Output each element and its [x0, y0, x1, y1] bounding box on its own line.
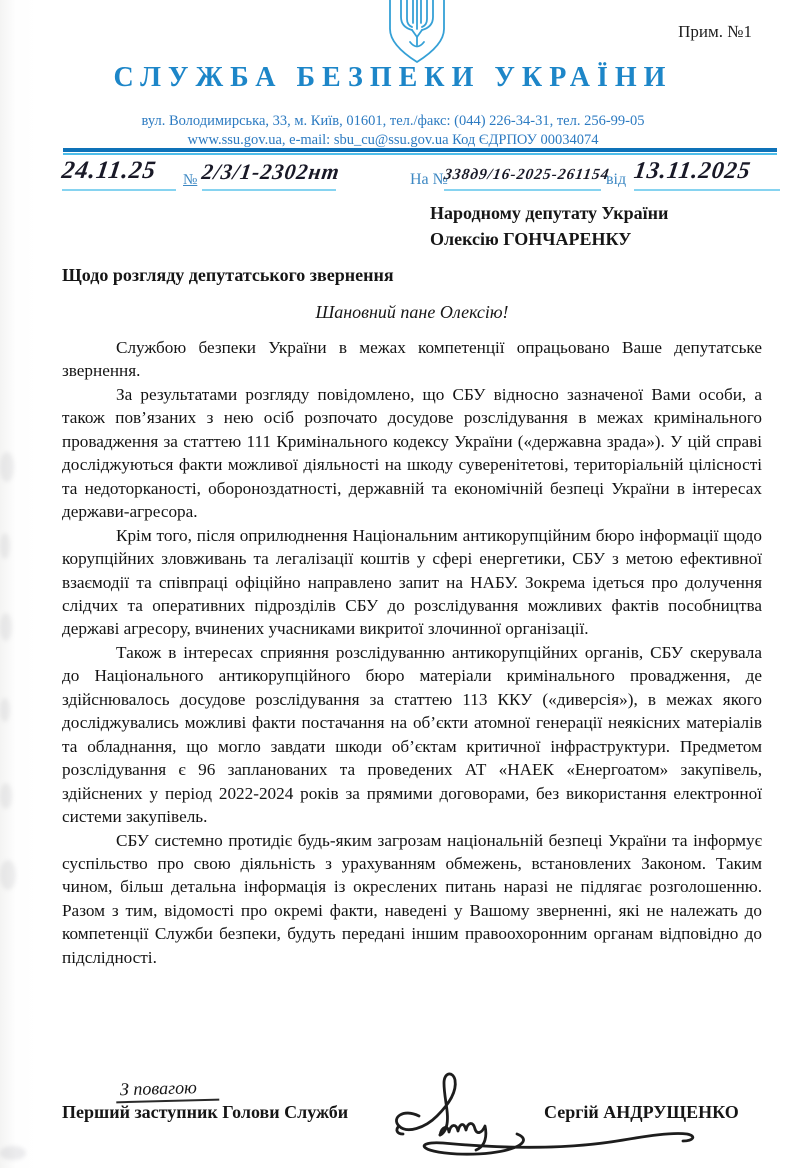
scan-smudge: [0, 783, 12, 809]
number-sign-label: №: [183, 172, 198, 188]
scan-smudge: [0, 533, 10, 559]
subject-line: Щодо розгляду депутатського звернення: [62, 265, 394, 285]
scan-smudge: [0, 1146, 26, 1160]
scan-smudge: [0, 698, 10, 722]
body-paragraph-5: СБУ системно протидіє будь-яким загрозам національній безпеці України та інформує суспільство про свою діяльність з урахуванням обмежень, встановлених Законом. Таким чином, більш детальна інформація із окреслених питань наразі не підлягає розголошенню. Разом з тим, відомості про окремі факти, наведені у Вашому зверненні, які не належать до компетенції Служби безпеки, будуть передані іншим правоохоронним органам відповідно до підслідності.: [62, 830, 762, 967]
incoming-number-field: [442, 166, 611, 191]
organization-title: СЛУЖБА БЕЗПЕКИ УКРАЇНИ: [113, 62, 673, 93]
organization-address: [0, 112, 786, 149]
incoming-number-handwriting: 338д9/16-2025-261154: [442, 166, 611, 183]
recipient-line-2: Олексію ГОНЧАРЕНКУ: [430, 229, 632, 249]
outgoing-number-handwriting: 2/3/1-2302нт: [200, 159, 342, 184]
scan-smudge: [0, 860, 16, 890]
salutation-line: Шановний пане Олексію!: [315, 302, 509, 322]
signer-title: Перший заступник Голови Служби: [62, 1102, 349, 1122]
address-line-2: www.ssu.gov.ua, e-mail: sbu_cu@ssu.gov.ua Код ЄДРПОУ 00034074: [187, 131, 599, 148]
valediction: З повагою: [116, 1077, 219, 1104]
outgoing-date-handwriting: 24.11.25: [60, 157, 159, 184]
scan-smudge: [0, 452, 14, 482]
signer-name: Сергій АНДРУЩЕНКО: [544, 1102, 739, 1122]
outgoing-date-field: [62, 157, 176, 191]
copy-number-note: Прим. №1: [678, 22, 752, 41]
ukraine-trident-emblem-icon: [386, 0, 448, 65]
body-paragraph-1: Службою безпеки України в межах компетенції опрацьовано Ваше депутатське звернення.: [62, 338, 762, 381]
body-paragraph-2: За результатами розгляду повідомлено, що СБУ відносно зазначеної Вами особи, а також пов’язаних з нею осіб розпочато досудове розслідування в межах кримінального провадження за статтею 111 Кримінального кодексу України («державна зрада»). У цій справі досліджуються факти можливої діяльності на шкоду суверенітетові, територіальній цілісності та недоторканості, обороноздатності, державній та економічній безпеці України в інтересах держави-агресора.: [62, 384, 762, 522]
scan-smudge: [0, 613, 12, 641]
outgoing-number-field: [200, 159, 342, 191]
body-paragraph-4: Також в інтересах сприяння розслідуванню антикорупційних органів, СБУ скерувала до Національного антикорупційного бюро матеріали кримінального провадження, де здійснювалось досудове розслідування за статтею 113 ККУ («диверсія»), в межах якого досліджувались можливі факти постачання на об’єкти атомної генерації неякісних матеріалів та обладнання, що могло завдати шкоди об’єктам критичної інфраструктури. Предметом розслідування є 96 запланованих та проведених АТ «НАЕК «Енергоатом» закупівель, здійснених у період 2022-2024 років за прямими договорами, без використання електронної системи закупівель.: [62, 642, 762, 827]
recipient-block: [430, 200, 668, 252]
incoming-date-handwriting: 13.11.2025: [632, 158, 753, 184]
divider-light-line: [63, 153, 777, 155]
body-paragraph-3: Крім того, після оприлюднення Національним антикорупційним бюро інформації щодо корупційних зловживань та легалізації коштів у сфері енергетики, СБУ з метою ефективної взаємодії та співпраці офіційно направлено запит на НАБУ. Зокрема ідеться про долучення слідчих та оперативних підрозділів СБУ до розслідування можливих фактів пособництва державі агресору, вчинених учасниками викритої злочинної організації.: [62, 525, 762, 639]
letter-body: [62, 336, 762, 969]
incoming-date-label: від: [606, 171, 627, 188]
recipient-line-1: Народному депутату України: [430, 203, 669, 223]
address-line-1: вул. Володимирська, 33, м. Київ, 01601, тел./факс: (044) 226-34-31, тел. 256-99-05: [141, 113, 645, 129]
divider-dark-line: [63, 148, 777, 152]
incoming-date-field: [634, 158, 780, 191]
header-divider-rule: [63, 148, 777, 155]
incoming-number-label: На №: [410, 171, 448, 188]
